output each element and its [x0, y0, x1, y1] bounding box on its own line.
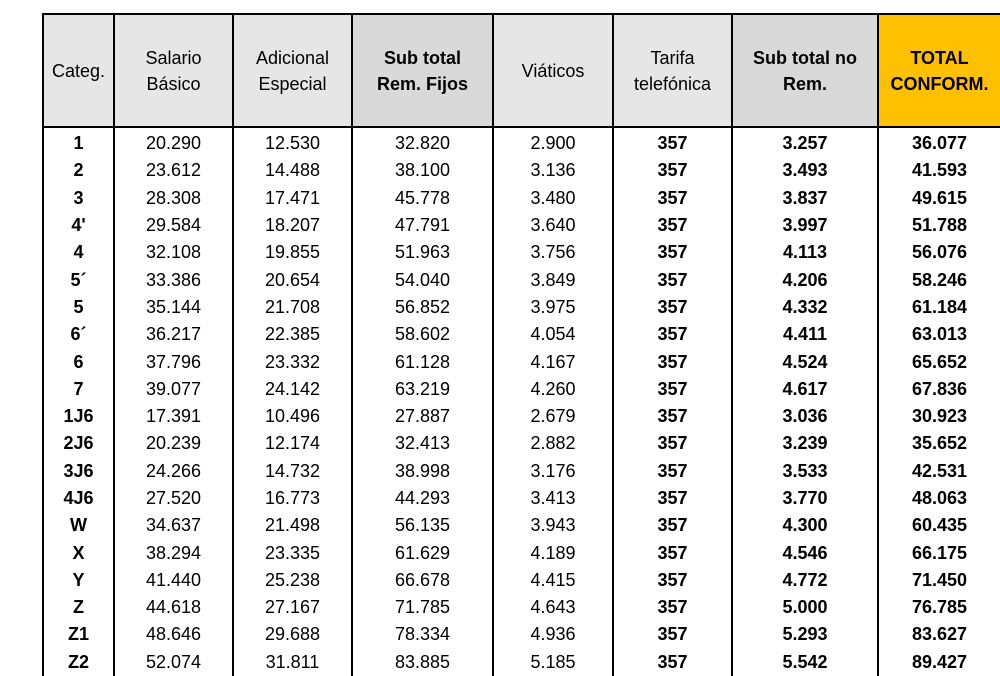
table-row: [43, 321, 1000, 348]
cell-total-conform: 42.531: [878, 458, 1000, 485]
cell-total-conform: 65.652: [878, 348, 1000, 375]
cell-adicional-especial: 16.773: [233, 485, 352, 512]
cell-adicional-especial: 12.530: [233, 127, 352, 157]
table-row: [43, 512, 1000, 539]
table-row: [43, 485, 1000, 512]
cell-categ: 7: [43, 376, 114, 403]
cell-adicional-especial: 19.855: [233, 239, 352, 266]
cell-total-conform: 36.077: [878, 127, 1000, 157]
cell-categ: 5: [43, 294, 114, 321]
cell-subtotal-no-rem: 3.257: [732, 127, 878, 157]
cell-salario-basico: 24.266: [114, 458, 233, 485]
table-row: [43, 621, 1000, 648]
cell-subtotal-no-rem: 3.770: [732, 485, 878, 512]
cell-viaticos: 5.185: [493, 649, 613, 676]
cell-subtotal-no-rem: 4.546: [732, 539, 878, 566]
cell-salario-basico: 38.294: [114, 539, 233, 566]
cell-subtotal-rem-fijos: 66.678: [352, 567, 493, 594]
cell-subtotal-rem-fijos: 44.293: [352, 485, 493, 512]
cell-salario-basico: 35.144: [114, 294, 233, 321]
cell-total-conform: 51.788: [878, 212, 1000, 239]
cell-adicional-especial: 18.207: [233, 212, 352, 239]
cell-subtotal-rem-fijos: 63.219: [352, 376, 493, 403]
header-subtotal-rem-fijos: Sub total Rem. Fijos: [352, 14, 493, 127]
cell-tarifa-telefonica: 357: [613, 594, 732, 621]
cell-categ: X: [43, 539, 114, 566]
cell-adicional-especial: 17.471: [233, 185, 352, 212]
cell-viaticos: 3.413: [493, 485, 613, 512]
cell-adicional-especial: 21.498: [233, 512, 352, 539]
cell-total-conform: 76.785: [878, 594, 1000, 621]
cell-subtotal-rem-fijos: 78.334: [352, 621, 493, 648]
table-row: [43, 376, 1000, 403]
cell-categ: Y: [43, 567, 114, 594]
cell-subtotal-rem-fijos: 58.602: [352, 321, 493, 348]
table-row: [43, 294, 1000, 321]
table-row: [43, 239, 1000, 266]
cell-adicional-especial: 14.732: [233, 458, 352, 485]
header-viaticos: Viáticos: [493, 14, 613, 127]
cell-subtotal-rem-fijos: 56.852: [352, 294, 493, 321]
cell-tarifa-telefonica: 357: [613, 539, 732, 566]
cell-viaticos: 4.167: [493, 348, 613, 375]
cell-subtotal-no-rem: 4.113: [732, 239, 878, 266]
cell-total-conform: 56.076: [878, 239, 1000, 266]
table-row: [43, 127, 1000, 157]
cell-tarifa-telefonica: 357: [613, 376, 732, 403]
cell-categ: 4': [43, 212, 114, 239]
table-row: [43, 430, 1000, 457]
cell-subtotal-rem-fijos: 27.887: [352, 403, 493, 430]
cell-total-conform: 71.450: [878, 567, 1000, 594]
cell-total-conform: 89.427: [878, 649, 1000, 676]
cell-tarifa-telefonica: 357: [613, 348, 732, 375]
header-subtotal-no-rem: Sub total no Rem.: [732, 14, 878, 127]
cell-viaticos: 2.900: [493, 127, 613, 157]
cell-total-conform: 35.652: [878, 430, 1000, 457]
cell-viaticos: 3.849: [493, 266, 613, 293]
header-total-conform: TOTAL CONFORM.: [878, 14, 1000, 127]
cell-subtotal-rem-fijos: 71.785: [352, 594, 493, 621]
cell-subtotal-no-rem: 4.772: [732, 567, 878, 594]
cell-subtotal-no-rem: 3.493: [732, 157, 878, 184]
cell-viaticos: 4.189: [493, 539, 613, 566]
cell-categ: 2J6: [43, 430, 114, 457]
cell-categ: 4J6: [43, 485, 114, 512]
table-row: [43, 458, 1000, 485]
cell-total-conform: 66.175: [878, 539, 1000, 566]
table-row: [43, 157, 1000, 184]
cell-subtotal-no-rem: 5.000: [732, 594, 878, 621]
cell-subtotal-rem-fijos: 83.885: [352, 649, 493, 676]
cell-total-conform: 30.923: [878, 403, 1000, 430]
cell-categ: 2: [43, 157, 114, 184]
cell-subtotal-no-rem: 4.300: [732, 512, 878, 539]
cell-subtotal-rem-fijos: 32.413: [352, 430, 493, 457]
cell-tarifa-telefonica: 357: [613, 567, 732, 594]
cell-subtotal-rem-fijos: 61.128: [352, 348, 493, 375]
cell-subtotal-no-rem: 4.332: [732, 294, 878, 321]
cell-viaticos: 4.643: [493, 594, 613, 621]
cell-salario-basico: 48.646: [114, 621, 233, 648]
cell-categ: Z2: [43, 649, 114, 676]
cell-salario-basico: 27.520: [114, 485, 233, 512]
salary-table: [42, 13, 1000, 676]
cell-adicional-especial: 27.167: [233, 594, 352, 621]
cell-categ: 5´: [43, 266, 114, 293]
cell-subtotal-no-rem: 3.533: [732, 458, 878, 485]
cell-viaticos: 4.260: [493, 376, 613, 403]
cell-subtotal-no-rem: 4.524: [732, 348, 878, 375]
cell-tarifa-telefonica: 357: [613, 458, 732, 485]
cell-salario-basico: 23.612: [114, 157, 233, 184]
header-salario-basico: Salario Básico: [114, 14, 233, 127]
cell-viaticos: 3.943: [493, 512, 613, 539]
cell-categ: 4: [43, 239, 114, 266]
cell-adicional-especial: 20.654: [233, 266, 352, 293]
cell-total-conform: 63.013: [878, 321, 1000, 348]
cell-tarifa-telefonica: 357: [613, 649, 732, 676]
cell-subtotal-no-rem: 5.542: [732, 649, 878, 676]
cell-adicional-especial: 23.332: [233, 348, 352, 375]
cell-salario-basico: 41.440: [114, 567, 233, 594]
cell-viaticos: 4.054: [493, 321, 613, 348]
cell-viaticos: 2.679: [493, 403, 613, 430]
header-adicional-especial: Adicional Especial: [233, 14, 352, 127]
cell-tarifa-telefonica: 357: [613, 294, 732, 321]
cell-categ: Z1: [43, 621, 114, 648]
cell-viaticos: 3.136: [493, 157, 613, 184]
cell-salario-basico: 52.074: [114, 649, 233, 676]
cell-subtotal-rem-fijos: 38.998: [352, 458, 493, 485]
cell-salario-basico: 36.217: [114, 321, 233, 348]
cell-salario-basico: 34.637: [114, 512, 233, 539]
cell-salario-basico: 37.796: [114, 348, 233, 375]
header-tarifa-telefonica: Tarifa telefónica: [613, 14, 732, 127]
cell-adicional-especial: 22.385: [233, 321, 352, 348]
cell-salario-basico: 17.391: [114, 403, 233, 430]
cell-subtotal-no-rem: 3.837: [732, 185, 878, 212]
cell-categ: Z: [43, 594, 114, 621]
cell-salario-basico: 29.584: [114, 212, 233, 239]
cell-viaticos: 3.640: [493, 212, 613, 239]
header-row: [43, 14, 1000, 127]
cell-subtotal-rem-fijos: 61.629: [352, 539, 493, 566]
cell-total-conform: 41.593: [878, 157, 1000, 184]
cell-categ: W: [43, 512, 114, 539]
cell-adicional-especial: 24.142: [233, 376, 352, 403]
cell-categ: 6´: [43, 321, 114, 348]
cell-viaticos: 4.415: [493, 567, 613, 594]
cell-subtotal-rem-fijos: 47.791: [352, 212, 493, 239]
cell-adicional-especial: 21.708: [233, 294, 352, 321]
cell-subtotal-rem-fijos: 54.040: [352, 266, 493, 293]
cell-subtotal-no-rem: 4.617: [732, 376, 878, 403]
cell-subtotal-rem-fijos: 45.778: [352, 185, 493, 212]
table-row: [43, 348, 1000, 375]
cell-total-conform: 83.627: [878, 621, 1000, 648]
cell-viaticos: 3.975: [493, 294, 613, 321]
cell-categ: 1J6: [43, 403, 114, 430]
cell-total-conform: 67.836: [878, 376, 1000, 403]
cell-adicional-especial: 25.238: [233, 567, 352, 594]
cell-salario-basico: 28.308: [114, 185, 233, 212]
table-row: [43, 594, 1000, 621]
cell-salario-basico: 20.290: [114, 127, 233, 157]
cell-subtotal-no-rem: 3.239: [732, 430, 878, 457]
cell-subtotal-no-rem: 3.997: [732, 212, 878, 239]
cell-total-conform: 58.246: [878, 266, 1000, 293]
cell-salario-basico: 33.386: [114, 266, 233, 293]
cell-viaticos: 3.756: [493, 239, 613, 266]
table-row: [43, 649, 1000, 676]
cell-total-conform: 49.615: [878, 185, 1000, 212]
cell-tarifa-telefonica: 357: [613, 239, 732, 266]
cell-tarifa-telefonica: 357: [613, 127, 732, 157]
cell-viaticos: 3.176: [493, 458, 613, 485]
cell-tarifa-telefonica: 357: [613, 185, 732, 212]
cell-tarifa-telefonica: 357: [613, 266, 732, 293]
cell-subtotal-no-rem: 4.411: [732, 321, 878, 348]
cell-viaticos: 4.936: [493, 621, 613, 648]
cell-adicional-especial: 10.496: [233, 403, 352, 430]
cell-adicional-especial: 29.688: [233, 621, 352, 648]
cell-tarifa-telefonica: 357: [613, 621, 732, 648]
cell-tarifa-telefonica: 357: [613, 157, 732, 184]
cell-salario-basico: 44.618: [114, 594, 233, 621]
cell-categ: 1: [43, 127, 114, 157]
cell-subtotal-rem-fijos: 38.100: [352, 157, 493, 184]
table-row: [43, 539, 1000, 566]
header-categ: Categ.: [43, 14, 114, 127]
cell-adicional-especial: 12.174: [233, 430, 352, 457]
cell-tarifa-telefonica: 357: [613, 212, 732, 239]
table-row: [43, 266, 1000, 293]
cell-total-conform: 48.063: [878, 485, 1000, 512]
cell-tarifa-telefonica: 357: [613, 485, 732, 512]
cell-salario-basico: 32.108: [114, 239, 233, 266]
cell-viaticos: 3.480: [493, 185, 613, 212]
cell-total-conform: 60.435: [878, 512, 1000, 539]
cell-subtotal-no-rem: 4.206: [732, 266, 878, 293]
cell-salario-basico: 39.077: [114, 376, 233, 403]
table-row: [43, 185, 1000, 212]
cell-subtotal-no-rem: 3.036: [732, 403, 878, 430]
cell-tarifa-telefonica: 357: [613, 512, 732, 539]
cell-subtotal-rem-fijos: 51.963: [352, 239, 493, 266]
cell-adicional-especial: 14.488: [233, 157, 352, 184]
cell-tarifa-telefonica: 357: [613, 430, 732, 457]
cell-adicional-especial: 31.811: [233, 649, 352, 676]
table-row: [43, 403, 1000, 430]
cell-adicional-especial: 23.335: [233, 539, 352, 566]
cell-tarifa-telefonica: 357: [613, 403, 732, 430]
cell-categ: 3J6: [43, 458, 114, 485]
cell-subtotal-rem-fijos: 32.820: [352, 127, 493, 157]
cell-categ: 3: [43, 185, 114, 212]
table-row: [43, 567, 1000, 594]
cell-tarifa-telefonica: 357: [613, 321, 732, 348]
cell-viaticos: 2.882: [493, 430, 613, 457]
cell-total-conform: 61.184: [878, 294, 1000, 321]
cell-categ: 6: [43, 348, 114, 375]
cell-salario-basico: 20.239: [114, 430, 233, 457]
cell-subtotal-rem-fijos: 56.135: [352, 512, 493, 539]
table-row: [43, 212, 1000, 239]
cell-subtotal-no-rem: 5.293: [732, 621, 878, 648]
